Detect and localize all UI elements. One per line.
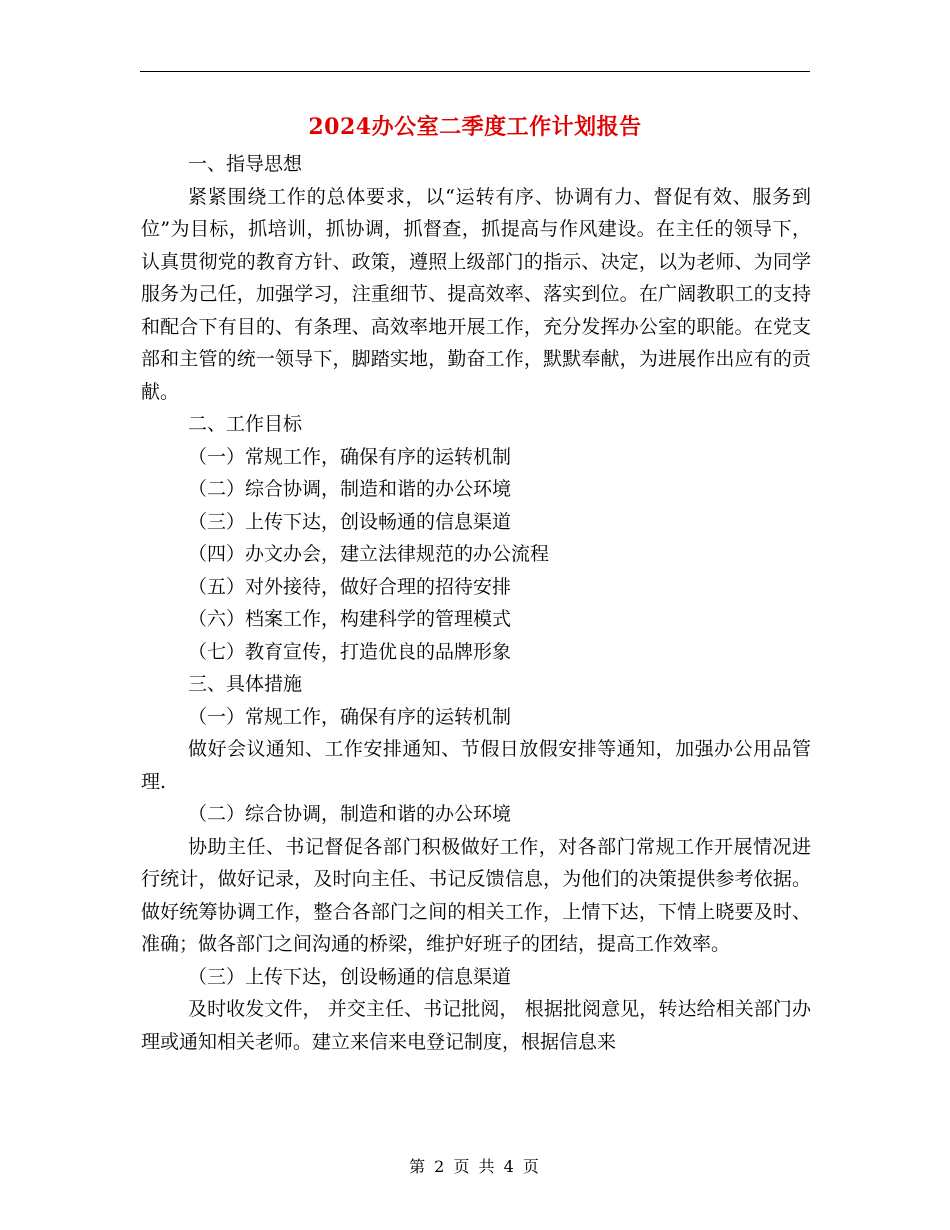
subsection-heading: （二）综合协调，制造和谐的办公环境 — [188, 803, 512, 825]
section-heading: 一、指导思想 — [188, 153, 303, 175]
subsection-heading: （三）上传下达，创设畅通的信息渠道 — [188, 965, 512, 988]
subsection-heading: （一）常规工作，确保有序的运转机制 — [188, 705, 512, 728]
goal-item: （一）常规工作，确保有序的运转机制 — [188, 445, 512, 468]
body-paragraph: 协助主任、书记督促各部门积极做好工作，对各部门常规工作开展情况进行统计，做好记录，及时向主任、书记反馈信息，为他们的决策提供参考依据。做好统筹协调工作，整合各部门之间的相关工作，上情下达，下情上晓要及时、准确；做各部门之间沟通的桥梁，维护好班子的团结，提高工作效率。 — [141, 835, 811, 955]
goal-item: （五）对外接待，做好合理的招待安排 — [188, 575, 512, 598]
document-title: 2024办公室二季度工作计划报告 — [308, 114, 642, 140]
body-paragraph: 及时收发文件， 并交主任、书记批阅， 根据批阅意见，转达给相关部门办理或通知相关老师。建立来信来电登记制度，根据信息来 — [141, 998, 811, 1053]
section-heading: 三、具体措施 — [188, 673, 303, 695]
document-body — [141, 148, 811, 1058]
goal-item: （七）教育宣传，打造优良的品牌形象 — [188, 640, 512, 663]
section-heading: 二、工作目标 — [188, 413, 303, 435]
goal-item: （四）办文办会，建立法律规范的办公流程 — [188, 543, 550, 565]
goal-item: （三）上传下达，创设畅通的信息渠道 — [188, 510, 512, 533]
body-paragraph: 紧紧围绕工作的总体要求，以“运转有序、协调有力、督促有效、服务到位”为目标，抓培训，抓协调，抓督查，抓提高与作风建设。在主任的领导下，认真贯彻党的教育方针、政策，遵照上级部门的指示、决定，以为老师、为同学服务为己任，加强学习，注重细节、提高效率、落实到位。在广阔教职工的支持和配合下有目的、有条理、高效率地开展工作，充分发挥办公室的职能。在党支部和主管的统一领导下，脚踏实地，勤奋工作，默默奉献，为进展作出应有的贡献。 — [141, 185, 811, 403]
page-number-footer: 第 2 页 共 4 页 — [409, 1157, 541, 1176]
body-paragraph: 做好会议通知、工作安排通知、节假日放假安排等通知，加强办公用品管理. — [141, 738, 811, 793]
goal-item: （二）综合协调，制造和谐的办公环境 — [188, 478, 512, 500]
goal-item: （六）档案工作，构建科学的管理模式 — [188, 608, 512, 630]
header-rule — [140, 71, 810, 72]
